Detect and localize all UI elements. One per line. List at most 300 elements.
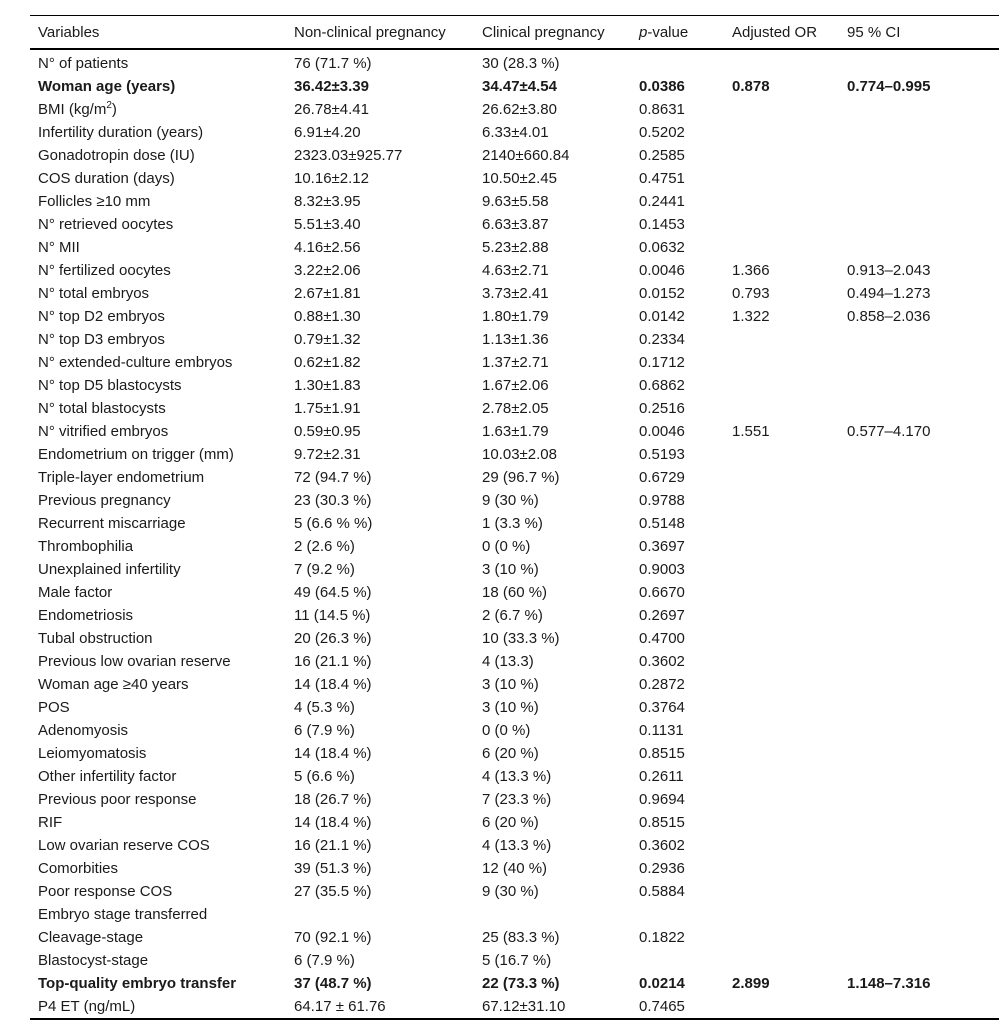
cell-non-clinical: 9.72±2.31 bbox=[294, 446, 361, 463]
cell-non-clinical bbox=[286, 903, 474, 926]
cell-clinical: 0 (0 %) bbox=[482, 538, 531, 555]
cell-clinical: 5 (16.7 %) bbox=[482, 952, 552, 969]
cell-clinical: 3.73±2.41 bbox=[482, 285, 549, 302]
cell-clinical: 7 (23.3 %) bbox=[482, 791, 552, 808]
cell-ci bbox=[839, 236, 999, 259]
cell-non-clinical: 0.59±0.95 bbox=[294, 423, 361, 440]
cell-variable: N° top D3 embryos bbox=[38, 331, 165, 348]
cell-variable: P4 ET (ng/mL) bbox=[30, 995, 286, 1019]
cell-non-clinical: 26.78±4.41 bbox=[294, 101, 369, 118]
cell-p-value: 0.2936 bbox=[639, 860, 685, 877]
cell-variable: Low ovarian reserve COS bbox=[38, 837, 210, 854]
cell-p-value: 0.2872 bbox=[639, 676, 685, 693]
table-row bbox=[30, 167, 999, 190]
cell-variable: Thrombophilia bbox=[38, 538, 134, 555]
cell-ci: 0.577–4.170 bbox=[847, 423, 931, 440]
header-row bbox=[30, 16, 999, 50]
cell-adjusted-or bbox=[724, 765, 839, 788]
cell-adjusted-or bbox=[724, 121, 839, 144]
header-adjusted-or: Adjusted OR bbox=[724, 16, 839, 50]
cell-clinical: 9.63±5.58 bbox=[482, 193, 549, 210]
cell-ci bbox=[839, 995, 999, 1019]
cell-variable: N° retrieved oocytes bbox=[38, 216, 174, 233]
table-row bbox=[30, 535, 999, 558]
cell-clinical: 9 (30 %) bbox=[482, 492, 539, 509]
cell-adjusted-or: 0.793 bbox=[732, 285, 770, 302]
cell-p-value: 0.6729 bbox=[639, 469, 685, 486]
cell-adjusted-or bbox=[724, 949, 839, 972]
cell-non-clinical: 5 (6.6 % %) bbox=[294, 515, 373, 532]
cell-ci bbox=[839, 604, 999, 627]
cell-ci bbox=[839, 880, 999, 903]
cell-non-clinical: 70 (92.1 %) bbox=[294, 929, 372, 946]
header-ci: 95 % CI bbox=[839, 16, 999, 50]
cell-non-clinical: 14 (18.4 %) bbox=[294, 676, 372, 693]
cell-variable: Previous low ovarian reserve bbox=[38, 653, 231, 670]
cell-adjusted-or bbox=[724, 374, 839, 397]
cell-p-value: 0.0046 bbox=[639, 262, 685, 279]
table-row bbox=[30, 512, 999, 535]
cell-ci bbox=[839, 328, 999, 351]
table-row bbox=[30, 742, 999, 765]
cell-p-value: 0.5148 bbox=[639, 515, 685, 532]
cell-clinical bbox=[474, 903, 631, 926]
cell-adjusted-or bbox=[724, 351, 839, 374]
cell-variable bbox=[30, 98, 286, 121]
cell-p-value bbox=[631, 903, 724, 926]
cell-adjusted-or: 0.878 bbox=[732, 78, 770, 95]
cell-adjusted-or bbox=[724, 190, 839, 213]
cell-ci bbox=[839, 788, 999, 811]
cell-ci bbox=[839, 558, 999, 581]
cell-clinical: 5.23±2.88 bbox=[482, 239, 549, 256]
cell-adjusted-or bbox=[724, 213, 839, 236]
cell-adjusted-or bbox=[724, 581, 839, 604]
table-row bbox=[30, 259, 999, 282]
cell-adjusted-or bbox=[724, 98, 839, 121]
cell-p-value: 0.1131 bbox=[639, 722, 684, 739]
cell-p-value: 0.4751 bbox=[639, 170, 685, 187]
cell-p-value: 0.0046 bbox=[639, 423, 685, 440]
cell-clinical: 34.47±4.54 bbox=[482, 78, 557, 95]
cell-clinical: 6 (20 %) bbox=[482, 745, 539, 762]
cell-clinical: 4.63±2.71 bbox=[482, 262, 549, 279]
cell-clinical: 9 (30 %) bbox=[482, 883, 539, 900]
table-row bbox=[30, 489, 999, 512]
cell-p-value bbox=[631, 49, 724, 75]
cell-clinical: 2140±660.84 bbox=[482, 147, 570, 164]
bmi-label-end: ) bbox=[111, 101, 117, 118]
table-row bbox=[30, 834, 999, 857]
cell-non-clinical: 4 (5.3 %) bbox=[294, 699, 355, 716]
cell-variable: N° top D5 blastocysts bbox=[38, 377, 182, 394]
cell-variable: N° top D2 embryos bbox=[38, 308, 165, 325]
cell-variable: Triple-layer endometrium bbox=[38, 469, 205, 486]
table-row bbox=[30, 121, 999, 144]
table-row bbox=[30, 972, 999, 995]
cell-p-value: 0.2611 bbox=[639, 768, 684, 785]
cell-clinical: 10 (33.3 %) bbox=[482, 630, 560, 647]
table-row bbox=[30, 374, 999, 397]
cell-non-clinical: 2323.03±925.77 bbox=[294, 147, 403, 164]
cell-p-value: 0.0214 bbox=[639, 975, 685, 992]
cell-adjusted-or bbox=[724, 167, 839, 190]
cell-adjusted-or bbox=[724, 811, 839, 834]
cell-adjusted-or: 1.551 bbox=[732, 423, 770, 440]
cell-clinical: 4 (13.3) bbox=[482, 653, 534, 670]
cell-non-clinical: 1.30±1.83 bbox=[294, 377, 361, 394]
cell-variable: N° vitrified embryos bbox=[38, 423, 169, 440]
cell-variable: N° MII bbox=[38, 239, 80, 256]
cell-non-clinical: 20 (26.3 %) bbox=[294, 630, 372, 647]
table-row bbox=[30, 926, 999, 949]
cell-ci: 1.148–7.316 bbox=[847, 975, 931, 992]
cell-variable: Recurrent miscarriage bbox=[38, 515, 186, 532]
table-row bbox=[30, 213, 999, 236]
cell-p-value: 0.4700 bbox=[639, 630, 685, 647]
table-row bbox=[30, 857, 999, 880]
cell-non-clinical: 49 (64.5 %) bbox=[294, 584, 372, 601]
cell-ci bbox=[839, 627, 999, 650]
cell-p-value: 0.8631 bbox=[639, 101, 685, 118]
table-row bbox=[30, 765, 999, 788]
cell-p-value: 0.1453 bbox=[639, 216, 685, 233]
cell-p-value: 0.3764 bbox=[639, 699, 685, 716]
cell-ci bbox=[839, 811, 999, 834]
cell-variable: Tubal obstruction bbox=[38, 630, 153, 647]
cell-non-clinical: 2.67±1.81 bbox=[294, 285, 361, 302]
cell-ci: 0.913–2.043 bbox=[847, 262, 931, 279]
cell-clinical: 3 (10 %) bbox=[482, 561, 539, 578]
cell-clinical: 6.33±4.01 bbox=[482, 124, 549, 141]
cell-ci bbox=[839, 397, 999, 420]
table-row bbox=[30, 75, 999, 98]
cell-clinical: 10.03±2.08 bbox=[482, 446, 557, 463]
table-row bbox=[30, 719, 999, 742]
cell-clinical: 22 (73.3 %) bbox=[482, 975, 560, 992]
cell-non-clinical: 39 (51.3 %) bbox=[294, 860, 372, 877]
cell-variable: Cleavage-stage bbox=[38, 929, 144, 946]
cell-clinical: 26.62±3.80 bbox=[482, 101, 557, 118]
cell-p-value: 0.2441 bbox=[639, 193, 685, 210]
cell-clinical: 1.80±1.79 bbox=[482, 308, 549, 325]
cell-clinical: 3 (10 %) bbox=[482, 699, 539, 716]
bmi-label-sup: 2 bbox=[106, 100, 112, 111]
cell-p-value: 0.3697 bbox=[639, 538, 685, 555]
cell-adjusted-or: 1.322 bbox=[732, 308, 770, 325]
results-table bbox=[30, 15, 999, 1020]
cell-p-value: 0.5202 bbox=[639, 124, 685, 141]
cell-variable: N° fertilized oocytes bbox=[38, 262, 171, 279]
cell-ci bbox=[839, 650, 999, 673]
cell-clinical: 3 (10 %) bbox=[482, 676, 539, 693]
cell-adjusted-or bbox=[724, 742, 839, 765]
table-row bbox=[30, 995, 999, 1019]
cell-non-clinical: 14 (18.4 %) bbox=[294, 814, 372, 831]
cell-non-clinical: 23 (30.3 %) bbox=[294, 492, 372, 509]
cell-adjusted-or bbox=[724, 558, 839, 581]
table-row bbox=[30, 696, 999, 719]
cell-p-value: 0.9694 bbox=[639, 791, 685, 808]
bmi-label-main: BMI (kg/m bbox=[38, 101, 107, 118]
cell-ci bbox=[839, 98, 999, 121]
cell-p-value: 0.7465 bbox=[631, 995, 724, 1019]
cell-ci bbox=[839, 742, 999, 765]
cell-ci bbox=[839, 581, 999, 604]
cell-adjusted-or bbox=[724, 650, 839, 673]
cell-ci bbox=[839, 190, 999, 213]
cell-adjusted-or bbox=[724, 880, 839, 903]
cell-clinical: 30 (28.3 %) bbox=[482, 55, 560, 72]
cell-non-clinical: 1.75±1.91 bbox=[294, 400, 361, 417]
cell-p-value: 0.6670 bbox=[639, 584, 685, 601]
table-row-bmi bbox=[30, 98, 999, 121]
cell-non-clinical: 27 (35.5 %) bbox=[294, 883, 372, 900]
cell-variable: Previous pregnancy bbox=[38, 492, 171, 509]
cell-variable: Comorbities bbox=[38, 860, 119, 877]
cell-p-value: 0.0152 bbox=[639, 285, 685, 302]
cell-ci bbox=[839, 719, 999, 742]
cell-adjusted-or bbox=[724, 328, 839, 351]
cell-non-clinical: 10.16±2.12 bbox=[294, 170, 369, 187]
cell-p-value: 0.5884 bbox=[639, 883, 685, 900]
cell-p-value: 0.2334 bbox=[639, 331, 685, 348]
table-body-bmi bbox=[30, 98, 999, 121]
cell-ci bbox=[839, 696, 999, 719]
cell-p-value: 0.9788 bbox=[639, 492, 685, 509]
cell-variable: Endometrium on trigger (mm) bbox=[38, 446, 234, 463]
cell-ci bbox=[839, 834, 999, 857]
table-row bbox=[30, 236, 999, 259]
table-row bbox=[30, 949, 999, 972]
cell-non-clinical: 0.79±1.32 bbox=[294, 331, 361, 348]
cell-adjusted-or bbox=[724, 466, 839, 489]
cell-clinical: 2 (6.7 %) bbox=[482, 607, 543, 624]
cell-clinical: 1.63±1.79 bbox=[482, 423, 549, 440]
cell-variable: Previous poor response bbox=[38, 791, 197, 808]
table-row bbox=[30, 788, 999, 811]
cell-p-value bbox=[631, 949, 724, 972]
cell-variable: Gonadotropin dose (IU) bbox=[38, 147, 195, 164]
cell-clinical: 1 (3.3 %) bbox=[482, 515, 543, 532]
table-row bbox=[30, 443, 999, 466]
cell-variable: Blastocyst-stage bbox=[38, 952, 149, 969]
cell-variable: Woman age ≥40 years bbox=[38, 676, 189, 693]
cell-ci bbox=[839, 765, 999, 788]
cell-non-clinical: 11 (14.5 %) bbox=[294, 607, 371, 624]
cell-clinical: 67.12±31.10 bbox=[474, 995, 631, 1019]
cell-variable: N° of patients bbox=[38, 55, 129, 72]
cell-variable: Leiomyomatosis bbox=[38, 745, 147, 762]
cell-p-value: 0.0632 bbox=[639, 239, 685, 256]
cell-non-clinical: 0.62±1.82 bbox=[294, 354, 361, 371]
cell-ci bbox=[839, 512, 999, 535]
cell-variable: Endometriosis bbox=[38, 607, 134, 624]
cell-adjusted-or bbox=[724, 834, 839, 857]
cell-clinical: 1.13±1.36 bbox=[482, 331, 549, 348]
table-row bbox=[30, 627, 999, 650]
cell-clinical: 4 (13.3 %) bbox=[482, 768, 552, 785]
cell-adjusted-or bbox=[724, 857, 839, 880]
cell-non-clinical: 36.42±3.39 bbox=[294, 78, 369, 95]
cell-non-clinical: 16 (21.1 %) bbox=[294, 653, 372, 670]
cell-adjusted-or bbox=[724, 443, 839, 466]
table-row bbox=[30, 903, 999, 926]
table-row bbox=[30, 144, 999, 167]
cell-ci bbox=[839, 213, 999, 236]
table-row bbox=[30, 420, 999, 443]
cell-clinical: 1.37±2.71 bbox=[482, 354, 549, 371]
cell-adjusted-or bbox=[724, 696, 839, 719]
cell-p-value: 0.3602 bbox=[639, 837, 685, 854]
cell-ci bbox=[839, 673, 999, 696]
cell-non-clinical: 6 (7.9 %) bbox=[294, 722, 355, 739]
cell-ci bbox=[839, 489, 999, 512]
cell-p-value: 0.0142 bbox=[639, 308, 685, 325]
cell-clinical: 0 (0 %) bbox=[482, 722, 531, 739]
cell-p-value: 0.5193 bbox=[639, 446, 685, 463]
cell-clinical: 29 (96.7 %) bbox=[482, 469, 560, 486]
cell-p-value: 0.2697 bbox=[639, 607, 685, 624]
table-row bbox=[30, 305, 999, 328]
cell-adjusted-or bbox=[724, 144, 839, 167]
cell-ci bbox=[839, 926, 999, 949]
cell-p-value: 0.1712 bbox=[639, 354, 685, 371]
cell-non-clinical: 3.22±2.06 bbox=[294, 262, 361, 279]
cell-variable: Adenomyosis bbox=[38, 722, 129, 739]
table-row bbox=[30, 190, 999, 213]
table-row bbox=[30, 880, 999, 903]
cell-ci bbox=[839, 857, 999, 880]
cell-ci bbox=[839, 903, 999, 926]
table-row bbox=[30, 581, 999, 604]
cell-non-clinical: 4.16±2.56 bbox=[294, 239, 361, 256]
cell-variable: N° extended-culture embryos bbox=[38, 354, 233, 371]
cell-ci bbox=[839, 121, 999, 144]
cell-variable: POS bbox=[38, 699, 70, 716]
table-row bbox=[30, 650, 999, 673]
cell-clinical: 25 (83.3 %) bbox=[482, 929, 560, 946]
cell-non-clinical: 18 (26.7 %) bbox=[294, 791, 372, 808]
cell-variable: Poor response COS bbox=[38, 883, 173, 900]
cell-adjusted-or bbox=[724, 489, 839, 512]
header-p-suffix: -value bbox=[647, 24, 689, 41]
cell-clinical: 2.78±2.05 bbox=[482, 400, 549, 417]
cell-non-clinical: 6 (7.9 %) bbox=[294, 952, 355, 969]
cell-non-clinical: 37 (48.7 %) bbox=[294, 975, 372, 992]
cell-ci: 0.858–2.036 bbox=[847, 308, 931, 325]
cell-adjusted-or: 2.899 bbox=[732, 975, 770, 992]
cell-variable: Unexplained infertility bbox=[38, 561, 181, 578]
table-row bbox=[30, 328, 999, 351]
cell-variable: N° total embryos bbox=[38, 285, 150, 302]
cell-variable: Other infertility factor bbox=[38, 768, 177, 785]
cell-adjusted-or bbox=[724, 49, 839, 75]
cell-p-value: 0.8515 bbox=[639, 745, 685, 762]
cell-non-clinical: 64.17 ± 61.76 bbox=[286, 995, 474, 1019]
cell-p-value: 0.9003 bbox=[639, 561, 685, 578]
cell-variable: Infertility duration (years) bbox=[38, 124, 204, 141]
cell-adjusted-or bbox=[724, 604, 839, 627]
header-clinical: Clinical pregnancy bbox=[474, 16, 631, 50]
header-p-value bbox=[631, 16, 724, 50]
cell-adjusted-or bbox=[724, 535, 839, 558]
cell-adjusted-or: 1.366 bbox=[732, 262, 770, 279]
table-row bbox=[30, 397, 999, 420]
cell-adjusted-or bbox=[724, 903, 839, 926]
table-row bbox=[30, 282, 999, 305]
cell-non-clinical: 2 (2.6 %) bbox=[294, 538, 355, 555]
cell-adjusted-or bbox=[724, 995, 839, 1019]
cell-adjusted-or bbox=[724, 512, 839, 535]
cell-non-clinical: 72 (94.7 %) bbox=[294, 469, 372, 486]
cell-non-clinical: 6.91±4.20 bbox=[294, 124, 361, 141]
table-body-top bbox=[30, 49, 999, 98]
cell-clinical: 6 (20 %) bbox=[482, 814, 539, 831]
cell-clinical: 10.50±2.45 bbox=[482, 170, 557, 187]
cell-ci: 0.494–1.273 bbox=[847, 285, 931, 302]
cell-p-value: 0.8515 bbox=[639, 814, 685, 831]
cell-non-clinical: 5 (6.6 %) bbox=[294, 768, 355, 785]
cell-adjusted-or bbox=[724, 627, 839, 650]
cell-p-value: 0.1822 bbox=[639, 929, 685, 946]
cell-non-clinical: 8.32±3.95 bbox=[294, 193, 361, 210]
cell-variable: Male factor bbox=[38, 584, 113, 601]
cell-adjusted-or bbox=[724, 788, 839, 811]
table-row bbox=[30, 811, 999, 834]
header-non-clinical: Non-clinical pregnancy bbox=[286, 16, 474, 50]
cell-non-clinical: 0.88±1.30 bbox=[294, 308, 361, 325]
cell-clinical: 18 (60 %) bbox=[482, 584, 548, 601]
cell-p-value: 0.2516 bbox=[639, 400, 685, 417]
cell-ci bbox=[839, 374, 999, 397]
cell-variable: Embryo stage transferred bbox=[38, 906, 208, 923]
cell-ci bbox=[839, 949, 999, 972]
cell-ci bbox=[839, 466, 999, 489]
cell-adjusted-or bbox=[724, 673, 839, 696]
cell-non-clinical: 16 (21.1 %) bbox=[294, 837, 372, 854]
header-variables: Variables bbox=[30, 16, 286, 50]
table-row bbox=[30, 604, 999, 627]
cell-clinical: 12 (40 %) bbox=[482, 860, 548, 877]
cell-ci: 0.774–0.995 bbox=[847, 78, 931, 95]
header-p-italic: p bbox=[639, 24, 648, 41]
cell-variable: N° total blastocysts bbox=[38, 400, 166, 417]
cell-ci bbox=[839, 351, 999, 374]
cell-variable: COS duration (days) bbox=[38, 170, 175, 187]
cell-variable: Follicles ≥10 mm bbox=[38, 193, 151, 210]
cell-ci bbox=[839, 167, 999, 190]
table-row bbox=[30, 673, 999, 696]
cell-clinical: 1.67±2.06 bbox=[482, 377, 549, 394]
cell-non-clinical: 5.51±3.40 bbox=[294, 216, 361, 233]
cell-adjusted-or bbox=[724, 719, 839, 742]
cell-ci bbox=[839, 535, 999, 558]
cell-ci bbox=[839, 49, 999, 75]
cell-ci bbox=[839, 144, 999, 167]
cell-p-value: 0.6862 bbox=[639, 377, 685, 394]
table-row bbox=[30, 49, 999, 75]
cell-adjusted-or bbox=[724, 236, 839, 259]
cell-variable: Woman age (years) bbox=[38, 78, 176, 95]
cell-variable: RIF bbox=[38, 814, 63, 831]
table-row bbox=[30, 351, 999, 374]
cell-p-value: 0.0386 bbox=[639, 78, 685, 95]
table-body-bottom bbox=[30, 121, 999, 1019]
cell-ci bbox=[839, 443, 999, 466]
cell-p-value: 0.2585 bbox=[639, 147, 685, 164]
cell-clinical: 4 (13.3 %) bbox=[482, 837, 552, 854]
